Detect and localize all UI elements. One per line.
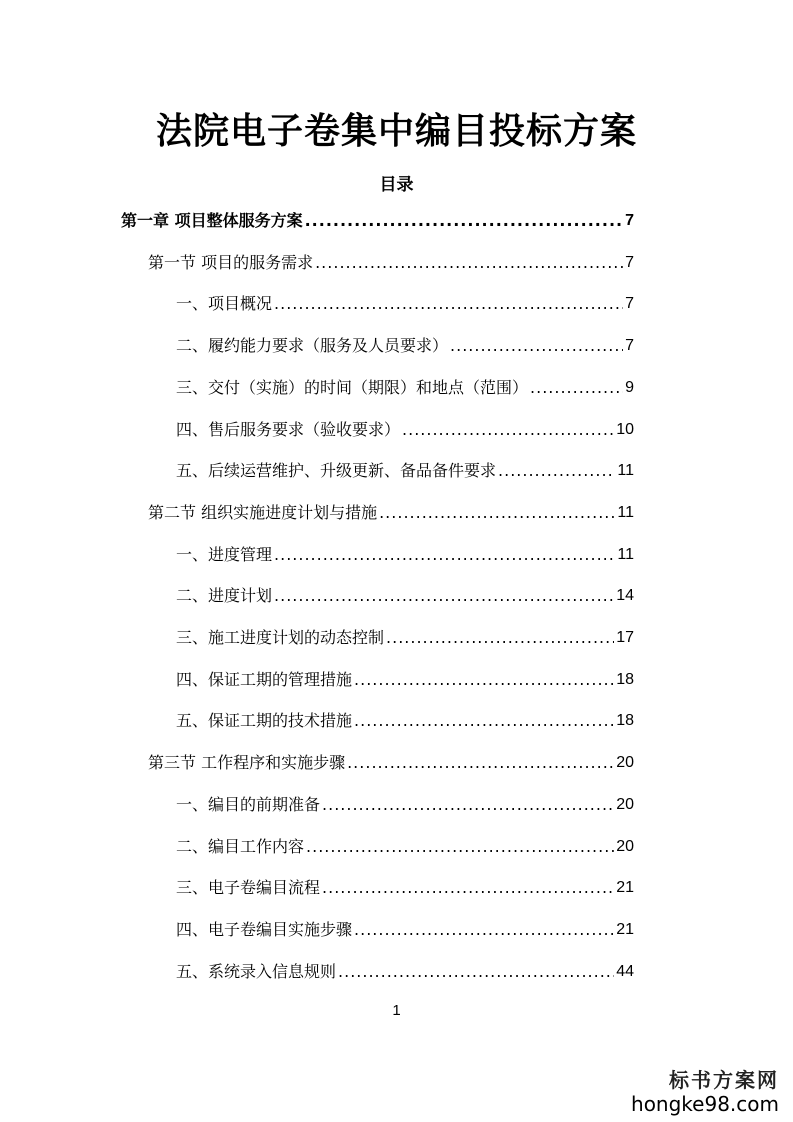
toc-dot-leader [322, 876, 614, 900]
toc-entry-label: 五、系统录入信息规则 [176, 961, 337, 981]
toc-dot-leader [450, 334, 623, 358]
toc-dot-leader [322, 793, 614, 817]
toc-dot-leader [386, 626, 614, 650]
toc-entry-label: 二、进度计划 [176, 586, 273, 606]
toc-entry-label: 二、履约能力要求（服务及人员要求） [176, 336, 449, 356]
toc-entry[interactable] [148, 501, 634, 525]
toc-entry-page: 7 [625, 337, 634, 355]
toc-entry-label: 第一节 项目的服务需求 [148, 252, 314, 272]
toc-entry[interactable] [121, 209, 634, 233]
toc-entry[interactable] [176, 418, 634, 442]
toc-dot-leader [338, 960, 614, 984]
toc-entry[interactable] [176, 584, 634, 608]
watermark-url-text: hongke98.com [631, 1092, 779, 1116]
toc-entry[interactable] [176, 709, 634, 733]
toc-entry-page: 21 [616, 920, 634, 938]
toc-entry-page: 14 [616, 587, 634, 605]
toc-entry[interactable] [176, 960, 634, 984]
toc-entry[interactable] [176, 459, 634, 483]
toc-dot-leader [354, 668, 614, 692]
toc-entry-page: 7 [625, 253, 634, 271]
toc-dot-leader [315, 251, 623, 275]
toc-entry-page: 7 [625, 295, 634, 313]
toc-entry-label: 五、保证工期的技术措施 [176, 711, 353, 731]
toc-dot-leader [347, 751, 614, 775]
toc-entry[interactable] [176, 668, 634, 692]
toc-dot-leader [274, 292, 623, 316]
toc-dot-leader [379, 501, 615, 525]
toc-entry-page: 10 [616, 420, 634, 438]
toc-entry[interactable] [148, 251, 634, 275]
toc-entry-label: 四、售后服务要求（验收要求） [176, 419, 401, 439]
toc-entry-page: 17 [616, 629, 634, 646]
toc-entry-page: 20 [616, 837, 634, 855]
toc-entry[interactable] [176, 334, 634, 358]
toc-heading: 目录 [379, 175, 414, 195]
toc-dot-leader [274, 584, 614, 608]
toc-entry-page: 11 [617, 545, 634, 563]
toc-entry-label: 三、施工进度计划的动态控制 [176, 628, 385, 647]
toc-entry-page: 7 [625, 212, 634, 229]
toc-dot-leader [306, 835, 614, 859]
toc-entry-page: 44 [616, 962, 634, 980]
toc-entry[interactable] [176, 376, 634, 400]
toc-entry-label: 四、保证工期的管理措施 [176, 669, 353, 689]
toc-entry-page: 11 [617, 503, 634, 521]
watermark-cn-text: 标书方案网 [669, 1068, 779, 1092]
toc-entry-label: 四、电子卷编目实施步骤 [176, 919, 353, 939]
toc-entry-label: 第三节 工作程序和实施步骤 [148, 753, 346, 773]
document-title: 法院电子卷集中编目投标方案 [155, 111, 637, 152]
page-number: 1 [392, 1002, 401, 1019]
toc-entry[interactable] [148, 751, 634, 775]
toc-dot-leader [274, 543, 615, 567]
toc-dot-leader [305, 209, 624, 233]
watermark-logo [631, 1068, 779, 1116]
toc-entry-page: 18 [616, 670, 634, 688]
toc-entry[interactable] [176, 918, 634, 942]
toc-dot-leader [498, 459, 615, 483]
toc-entry[interactable] [176, 793, 634, 817]
toc-entry-label: 一、项目概况 [176, 294, 273, 314]
toc-entry-label: 一、进度管理 [176, 544, 273, 564]
toc-entry[interactable] [176, 292, 634, 316]
toc-entry-page: 9 [625, 378, 634, 396]
toc-entry[interactable] [176, 835, 634, 859]
toc-entry[interactable] [176, 626, 634, 650]
toc-entry-page: 20 [616, 754, 634, 772]
toc-entry-page: 21 [616, 879, 634, 897]
toc-dot-leader [354, 918, 614, 942]
toc-entry-page: 18 [616, 712, 634, 730]
toc-entry[interactable] [176, 876, 634, 900]
toc-entry-label: 一、编目的前期准备 [176, 794, 321, 814]
toc-dot-leader [530, 376, 623, 400]
toc-entry-page: 11 [617, 462, 634, 480]
toc-dot-leader [354, 709, 614, 733]
toc-entry-label: 第二节 组织实施进度计划与措施 [148, 502, 378, 522]
toc-entry-label: 三、交付（实施）的时间（期限）和地点（范围） [176, 377, 529, 397]
toc-entry[interactable] [176, 543, 634, 567]
toc-entry-label: 二、编目工作内容 [176, 836, 305, 856]
toc-dot-leader [402, 418, 614, 442]
toc-entry-label: 第一章 项目整体服务方案 [121, 211, 303, 230]
toc-entry-page: 20 [616, 795, 634, 813]
toc-entry-label: 三、电子卷编目流程 [176, 878, 321, 898]
toc-entry-label: 五、后续运营维护、升级更新、备品备件要求 [176, 461, 497, 481]
